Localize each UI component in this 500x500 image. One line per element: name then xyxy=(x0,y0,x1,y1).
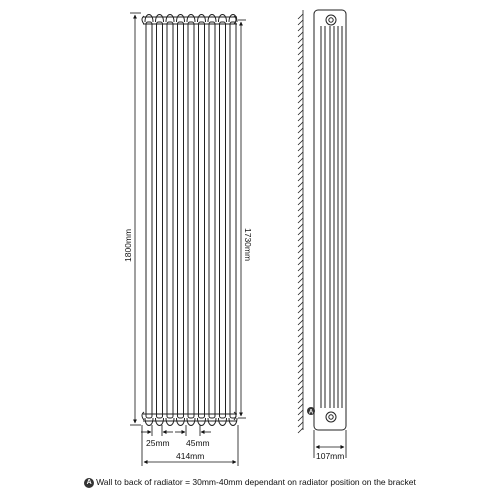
column-spacing-label: 25mm xyxy=(146,438,170,448)
wall-hatch xyxy=(298,20,303,25)
wall-hatch xyxy=(298,80,303,85)
wall-hatch xyxy=(298,98,303,103)
wall-hatch xyxy=(298,332,303,337)
wall-hatch xyxy=(298,326,303,331)
top-column-cap xyxy=(145,15,153,23)
left-end-cap xyxy=(142,16,144,420)
top-column-cap xyxy=(156,15,164,23)
wall-hatch xyxy=(298,392,303,397)
front-view xyxy=(142,15,237,426)
bottom-manifold xyxy=(145,418,237,426)
wall-hatch xyxy=(298,146,303,151)
bottom-column-cap xyxy=(166,418,174,426)
wall-hatch xyxy=(298,338,303,343)
bottom-column-cap xyxy=(229,418,237,426)
wall-hatch xyxy=(298,104,303,109)
wall-hatch xyxy=(298,248,303,253)
radiator-column xyxy=(199,22,205,418)
bottom-column-cap xyxy=(177,418,185,426)
caption-text: Wall to back of radiator = 30mm-40mm dependant on radiator position on the bracket xyxy=(96,477,416,487)
wall-hatch xyxy=(298,362,303,367)
wall-hatch xyxy=(298,92,303,97)
total-width-label: 414mm xyxy=(176,451,205,461)
wall-hatch xyxy=(298,344,303,349)
radiator-column xyxy=(178,22,184,418)
wall-hatch xyxy=(298,164,303,169)
wall-hatch xyxy=(298,224,303,229)
wall-hatch xyxy=(298,350,303,355)
wall-hatch xyxy=(298,374,303,379)
wall-hatch xyxy=(298,320,303,325)
wall-hatch xyxy=(298,68,303,73)
wall-hatch xyxy=(298,32,303,37)
wall-hatch xyxy=(298,74,303,79)
wall-hatch xyxy=(298,380,303,385)
wall-hatch xyxy=(298,242,303,247)
top-column-cap xyxy=(166,15,174,23)
top-column-cap xyxy=(198,15,206,23)
wall-hatch xyxy=(298,404,303,409)
bottom-column-cap xyxy=(187,418,195,426)
wall-hatch xyxy=(298,230,303,235)
wall-hatch xyxy=(298,314,303,319)
wall-hatch xyxy=(298,308,303,313)
wall-hatch xyxy=(298,134,303,139)
radiator-column xyxy=(230,22,236,418)
top-column-cap xyxy=(187,15,195,23)
wall-hatch xyxy=(298,386,303,391)
wall-hatch xyxy=(298,62,303,67)
depth-label: 107mm xyxy=(316,451,345,461)
wall-hatch xyxy=(298,302,303,307)
wall-hatch xyxy=(298,158,303,163)
centres-height-label: 1730mm xyxy=(243,228,253,262)
wall-hatch xyxy=(298,410,303,415)
column-width-label: 45mm xyxy=(186,438,210,448)
wall-hatching xyxy=(298,10,303,433)
wall-hatch xyxy=(298,116,303,121)
wall-hatch xyxy=(298,38,303,43)
wall-hatch xyxy=(298,218,303,223)
wall-hatch xyxy=(298,50,303,55)
wall-hatch xyxy=(298,26,303,31)
wall-hatch xyxy=(298,56,303,61)
wall-hatch xyxy=(298,260,303,265)
svg-text:A: A xyxy=(308,409,314,416)
wall-hatch xyxy=(298,422,303,427)
bottom-column-cap xyxy=(219,418,227,426)
wall-hatch xyxy=(298,182,303,187)
wall-hatch xyxy=(298,398,303,403)
wall-hatch xyxy=(298,356,303,361)
wall-hatch xyxy=(298,416,303,421)
side-view xyxy=(314,10,346,430)
top-column-cap xyxy=(219,15,227,23)
top-column-cap xyxy=(208,15,216,23)
radiator-column xyxy=(146,22,152,418)
wall-hatch xyxy=(298,296,303,301)
wall-hatch xyxy=(298,284,303,289)
wall-hatch xyxy=(298,170,303,175)
wall-hatch xyxy=(298,176,303,181)
bottom-column-cap xyxy=(198,418,206,426)
wall-hatch xyxy=(298,266,303,271)
radiator-column xyxy=(157,22,163,418)
bottom-valve-circle xyxy=(326,412,336,422)
wall-hatch xyxy=(298,254,303,259)
wall-hatch xyxy=(298,212,303,217)
wall-hatch xyxy=(298,44,303,49)
wall-hatch xyxy=(298,188,303,193)
wall-hatch xyxy=(298,200,303,205)
wall-hatch xyxy=(298,428,303,433)
bottom-column-cap xyxy=(145,418,153,426)
bottom-column-cap xyxy=(208,418,216,426)
wall-hatch xyxy=(298,206,303,211)
radiator-column xyxy=(188,22,194,418)
radiator-columns xyxy=(146,22,236,418)
caption xyxy=(0,477,500,488)
wall-hatch xyxy=(298,152,303,157)
wall-hatch xyxy=(298,290,303,295)
wall-hatch xyxy=(298,278,303,283)
top-manifold xyxy=(143,15,237,422)
total-height-label: 1800mm xyxy=(123,228,133,262)
radiator-column xyxy=(220,22,226,418)
radiator-column xyxy=(209,22,215,418)
caption-marker: A xyxy=(84,478,94,488)
wall-hatch xyxy=(298,368,303,373)
wall-hatch xyxy=(298,110,303,115)
centres-dimension-line xyxy=(238,20,246,418)
wall-hatch xyxy=(298,140,303,145)
wall-hatch xyxy=(298,194,303,199)
wall-hatch xyxy=(298,128,303,133)
wall-hatch xyxy=(298,86,303,91)
top-valve-circle xyxy=(326,15,336,25)
wall-hatch xyxy=(298,236,303,241)
top-column-cap xyxy=(177,15,185,23)
height-dimension-line xyxy=(130,13,141,425)
wall-hatch xyxy=(298,122,303,127)
bottom-column-cap xyxy=(156,418,164,426)
radiator-column xyxy=(167,22,173,418)
wall-hatch xyxy=(298,272,303,277)
wall-hatch xyxy=(298,14,303,19)
